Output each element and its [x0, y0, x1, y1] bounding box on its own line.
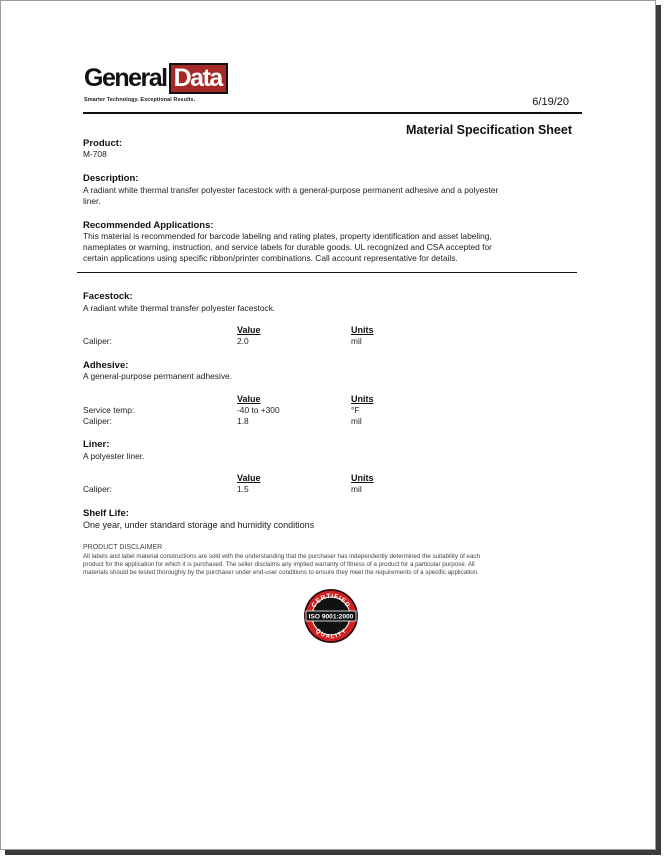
units-column-header: Units — [351, 394, 374, 404]
logo-data-text: Data — [169, 63, 228, 94]
document-title: Material Specification Sheet — [405, 123, 572, 137]
value-column-header: Value — [237, 325, 261, 335]
seal-top-text: CERTIFIED — [310, 592, 352, 610]
applications-line: This material is recommended for barcode labeling and rating plates, property identification and asset labeling, — [83, 231, 492, 241]
disclaimer-line: materials should be tested thoroughly by the purchaser under end-user conditions to ensure they meet the requirements of a specific application. — [83, 569, 479, 576]
description-line: A radiant white thermal transfer polyester facestock with a general-purpose permanent adhesive and a polyester — [83, 185, 499, 195]
liner-description: A polyester liner. — [83, 451, 145, 461]
applications-heading: Recommended Applications: — [83, 220, 214, 231]
disclaimer-heading: PRODUCT DISCLAIMER — [83, 544, 163, 551]
facestock-caliper-label: Caliper: — [83, 336, 112, 346]
adhesive-heading: Adhesive: — [83, 360, 129, 371]
seal-middle-text: ISO 9001:2000 — [308, 613, 354, 621]
liner-caliper-units: mil — [351, 484, 362, 494]
liner-caliper-value: 1.5 — [237, 484, 249, 494]
applications-line: nameplates or warning, instruction, and service labels for durable goods. UL recognized and CSA accepted for — [83, 242, 492, 252]
shelf-life-heading: Shelf Life: — [83, 508, 129, 519]
description-heading: Description: — [83, 173, 139, 184]
facestock-heading: Facestock: — [83, 291, 133, 302]
logo-general-text: General — [84, 64, 167, 92]
units-column-header: Units — [351, 473, 374, 483]
shelf-life-text: One year, under standard storage and humidity conditions — [83, 520, 315, 530]
adhesive-service-temp-label: Service temp: — [83, 405, 135, 415]
units-column-header: Units — [351, 325, 374, 335]
adhesive-description: A general-purpose permanent adhesive. — [83, 371, 232, 381]
section-divider — [77, 272, 577, 273]
description-line: liner. — [83, 196, 101, 206]
iso-certified-seal — [303, 588, 359, 644]
product-heading: Product: — [83, 138, 123, 149]
facestock-description: A radiant white thermal transfer polyester facestock. — [83, 303, 276, 313]
disclaimer-line: product for the application for which it is purchased. The seller disclaims any implied warranty of fitness of a product for a particular purpose. All — [83, 561, 475, 568]
applications-line: certain applications using specific ribbon/printer combinations. Call account representative for details. — [83, 253, 458, 263]
tagline: Smarter Technology. Exceptional Results. — [84, 97, 196, 103]
liner-caliper-label: Caliper: — [83, 484, 112, 494]
adhesive-caliper-units: mil — [351, 416, 362, 426]
facestock-caliper-units: mil — [351, 336, 362, 346]
seal-bottom-text: QUALITY — [313, 628, 349, 641]
disclaimer-line: All labels and label material constructions are sold with the understanding that the purchaser has independently determined the suitability of each — [83, 553, 480, 560]
adhesive-caliper-label: Caliper: — [83, 416, 112, 426]
value-column-header: Value — [237, 473, 261, 483]
header-rule — [83, 112, 582, 114]
adhesive-service-temp-units: °F — [351, 405, 360, 415]
document-date: 6/19/20 — [532, 96, 569, 108]
product-value: M-708 — [83, 149, 107, 159]
general-data-logo — [83, 63, 222, 94]
adhesive-service-temp-value: -40 to +300 — [237, 405, 280, 415]
facestock-caliper-value: 2.0 — [237, 336, 249, 346]
liner-heading: Liner: — [83, 439, 110, 450]
value-column-header: Value — [237, 394, 261, 404]
adhesive-caliper-value: 1.8 — [237, 416, 249, 426]
